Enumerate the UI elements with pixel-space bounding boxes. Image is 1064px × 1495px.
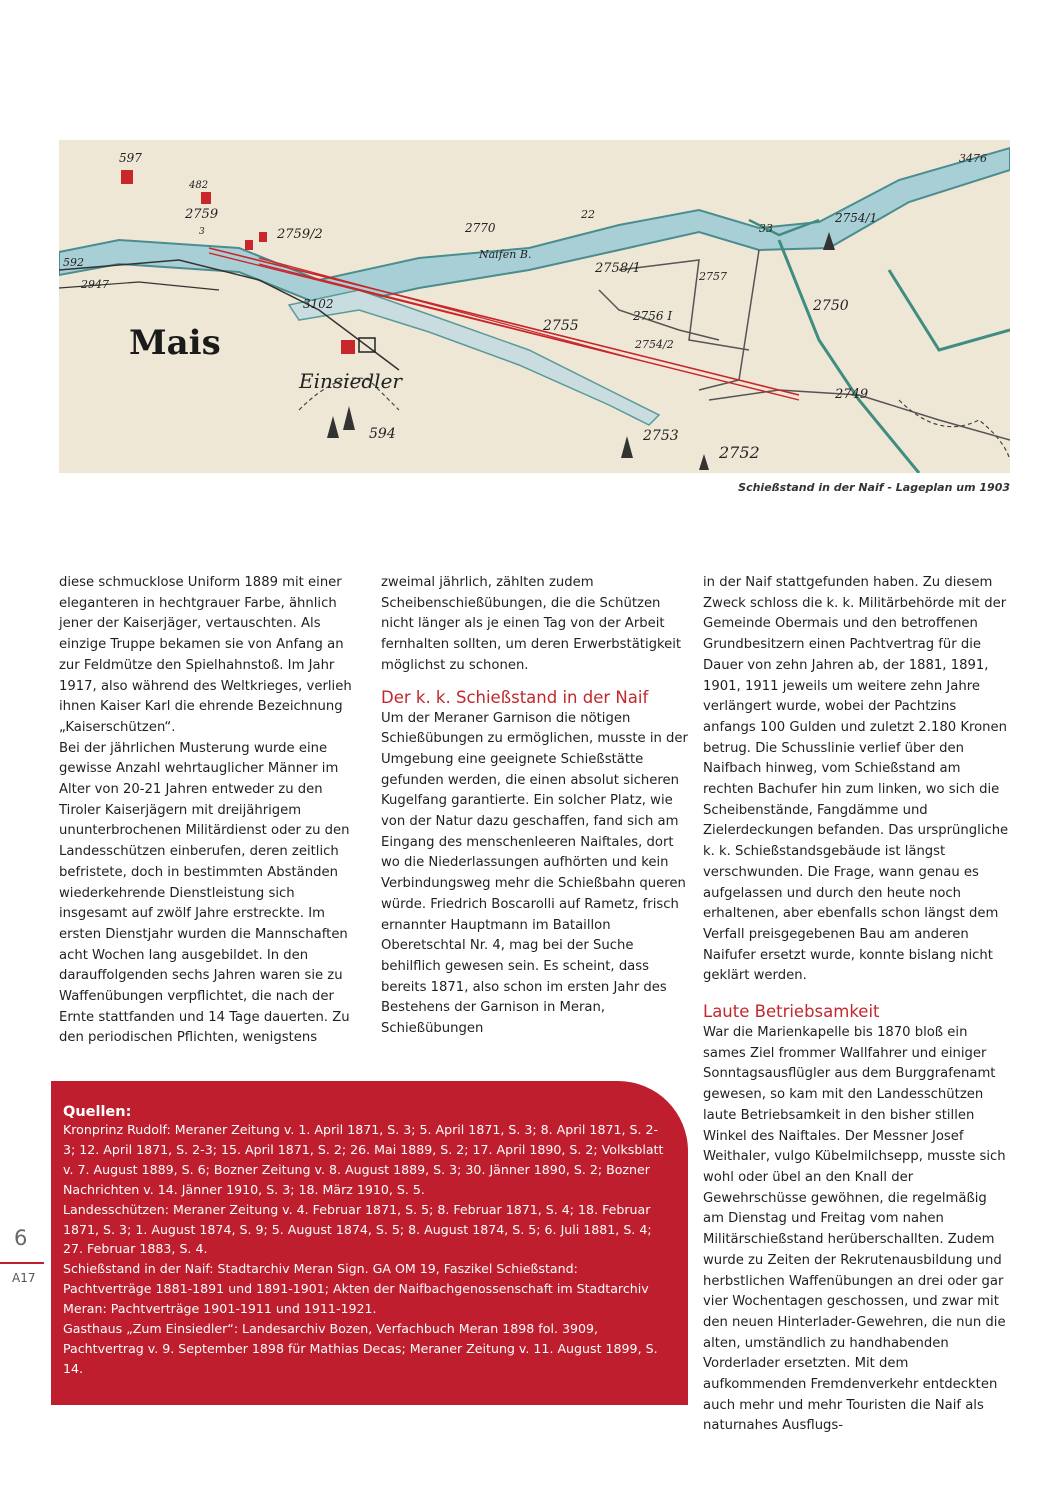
- svg-text:2947: 2947: [81, 278, 109, 291]
- paragraph: War die Marienkapelle bis 1870 bloß ein sames Ziel frommer Wallfahrer und einiger Sonntagsausflügler aus dem Burggrafenamt gewesen, so kam mit den Landesschützen laute Betriebsamkeit in den bisher stillen Winkel des Naiftales. Der Messner Josef Weithaler, vulgo Kübelmilchsepp, musste sich wohl oder übel an den Knall der Gewehrschüsse gewöhnen, die regelmäßig am Dienstag und Freitag vom nahen Militärschießstand herüberschallten. Zudem wurde zu Zeiten der Rekrutenausbildung und herbstlichen Waffenübungen an drei oder gar vier Wochentagen geschossen, und zwar mit den neuen Hinterlader-Gewehren, die nun die alten, umständlich zu handhabenden Vorderlader ersetzten. Mit dem aufkommenden Fremdenverkehr entdeckten auch mehr und mehr Touristen die Naif als naturnahes Ausflugs-: [703, 1025, 1006, 1434]
- building-597: [121, 170, 133, 184]
- page-number: 6: [14, 1226, 28, 1250]
- image-caption: Schießstand in der Naif - Lageplan um 1903: [738, 481, 1010, 494]
- sources-title: Quellen:: [63, 1104, 132, 1120]
- svg-text:2756 I: 2756 I: [633, 309, 673, 323]
- issue-code: A17: [12, 1271, 36, 1285]
- svg-text:2754/1: 2754/1: [835, 211, 878, 225]
- section-heading-schiessstand: Der k. k. Schießstand in der Naif: [381, 687, 649, 707]
- svg-text:3102: 3102: [303, 297, 334, 311]
- map-einsiedler-label: Einsiedler: [299, 369, 402, 393]
- site-plan-drawing: [59, 140, 1010, 473]
- page-number-rule: [0, 1262, 44, 1264]
- map-town-label: Mais: [129, 323, 221, 363]
- paragraph: zweimal jährlich, zählten zudem Scheibenschießübungen, die die Schützen nicht länger als je einen Tag von der Arbeit fernhalten sollten, um deren Erwerbstätigkeit möglichst zu schonen.: [381, 575, 682, 673]
- svg-text:2753: 2753: [643, 428, 679, 444]
- svg-text:2757: 2757: [699, 270, 727, 283]
- svg-text:Naifen B.: Naifen B.: [479, 248, 532, 261]
- text-column-2: [381, 573, 688, 1040]
- map-label: 597: [119, 151, 142, 165]
- source-entry: Schießstand in der Naif: Stadtarchiv Meran Sign. GA OM 19, Faszikel Schießstand: Pachtverträge 1881-1891 und 1891-1901; Akten der Naifbachgenossenschaft im Stadtarchiv Meran: Pachtverträge 1901-1911 und 1911-1921.: [63, 1261, 649, 1317]
- svg-text:2752: 2752: [719, 443, 760, 462]
- svg-text:2750: 2750: [813, 298, 849, 314]
- svg-text:2759: 2759: [185, 207, 219, 222]
- paragraph: Bei der jährlichen Musterung wurde eine gewisse Anzahl wehrtauglicher Männer im Alter von 20-21 Jahren entweder zu den Tiroler Kaiserjägern mit dreijährigem ununterbrochenen Militärdienst oder zu den Landesschützen einberufen, deren zeitlich befristete, doch in bestimmten Abständen wiederkehrende Dienstleistung sich insgesamt auf zwölf Jahre erstreckte. Im ersten Dienstjahr wurden die Mannschaften acht Wochen lang ausgebildet. In den darauffolgenden sechs Jahren waren sie zu Waffenübungen verpflichtet, die nach der Ernte stattfanden und 14 Tage dauerten. Zu den periodischen Pflichten, wenigstens: [59, 740, 350, 1046]
- svg-text:482: 482: [189, 180, 209, 191]
- text-column-1: [59, 573, 367, 1049]
- svg-text:594: 594: [369, 426, 396, 442]
- map-image: [59, 140, 1010, 473]
- svg-text:33: 33: [759, 222, 773, 235]
- svg-text:2749: 2749: [835, 387, 869, 402]
- svg-text:3476: 3476: [959, 152, 987, 165]
- svg-text:2759/2: 2759/2: [277, 227, 323, 242]
- paragraph: Um der Meraner Garnison die nötigen Schießübungen zu ermöglichen, musste in der Umgebung eine geeignete Schießstätte gefunden werden, die einen absolut sicheren Kugelfang garantierte. Ein solcher Platz, wie von der Natur dazu geschaffen, fand sich am Eingang des menschenleeren Naiftales, dort wo die Niederlassungen aufhörten und kein Verbindungsweg mehr die Schießbahn queren würde. Friedrich Boscarolli auf Rametz, frisch ernannter Hauptmann im Bataillon Oberetschtal Nr. 4, mag bei der Suche behilflich gewesen sein. Es scheint, dass bereits 1871, also schon im ersten Jahr des Bestehens der Garnison in Meran, Schießübungen: [381, 710, 688, 1037]
- paragraph: diese schmucklose Uniform 1889 mit einer eleganteren in hechtgrauer Farbe, ähnlich jener der Kaiserjäger, vertauschten. Als einzige Truppe bekamen sie von Anfang an zur Feldmütze den Spielhahnstoß. Im Jahr 1917, also während des Weltkrieges, verlieh ihnen Kaiser Karl die ehrende Bezeichnung „Kaiserschützen“.: [59, 575, 352, 735]
- sources-box: [51, 1081, 688, 1405]
- svg-text:22: 22: [581, 208, 595, 221]
- svg-text:2755: 2755: [543, 318, 579, 334]
- svg-text:2754/2: 2754/2: [635, 338, 674, 351]
- source-entry: Landesschützen: Meraner Zeitung v. 4. Februar 1871, S. 5; 8. Februar 1871, S. 4; 18. Februar 1871, S. 3; 1. August 1874, S. 9; 5. August 1874, S. 5; 8. August 1874, S. 5; 6. Juli 1881, S. 4; 27. Februar 1883, S. 4.: [63, 1201, 652, 1257]
- text-column-3: [703, 573, 1010, 1437]
- svg-text:2770: 2770: [465, 221, 496, 235]
- paragraph: in der Naif stattgefunden haben. Zu diesem Zweck schloss die k. k. Militärbehörde mit der Gemeinde Obermais und den betroffenen Grundbesitzern einen Pachtvertrag für die Dauer von zehn Jahren ab, der 1881, 1891, 1901, 1911 jeweils um weitere zehn Jahre verlängert wurde, wobei der Pachtzins anfangs 100 Gulden und zuletzt 2.180 Kronen betrug. Die Schusslinie verlief über den Naifbach hinweg, vom Schießstand am rechten Bachufer hin zum linken, wo sich die Scheibenstände, Fangdämme und Zielerdeckungen befanden. Das ursprüngliche k. k. Schießstandsgebäude ist längst verschwunden. Die Frage, wann genau es aufgelassen und durch den heute noch erhaltenen, aber ebenfalls schon längst dem Verfall preisgegebenen Bau am anderen Naifufer ersetzt wurde, konnte bislang nicht geklärt werden.: [703, 575, 1009, 984]
- svg-text:3: 3: [199, 227, 205, 237]
- section-heading-betriebsamkeit: Laute Betriebsamkeit: [703, 1002, 880, 1022]
- source-entry: Gasthaus „Zum Einsiedler“: Landesarchiv Bozen, Verfachbuch Meran 1898 fol. 3909, Pachtvertrag v. 9. September 1898 für Mathias Decas; Meraner Zeitung v. 11. August 1899, S. 14.: [63, 1321, 658, 1376]
- svg-text:2758/1: 2758/1: [595, 261, 641, 276]
- svg-text:592: 592: [63, 256, 84, 269]
- source-entry: Kronprinz Rudolf: Meraner Zeitung v. 1. April 1871, S. 3; 5. April 1871, S. 3; 8. April 1871, S. 2-3; 12. April 1871, S. 2-3; 15. April 1871, S. 2; 26. Mai 1889, S. 2; 17. April 1890, S. 2; Volksblatt v. 7. August 1889, S. 6; Bozner Zeitung v. 8. August 1889, S. 3; 30. Jänner 1890, S. 2; Bozner Nachrichten v. 14. Jänner 1910, S. 3; 18. März 1910, S. 5.: [63, 1122, 664, 1197]
